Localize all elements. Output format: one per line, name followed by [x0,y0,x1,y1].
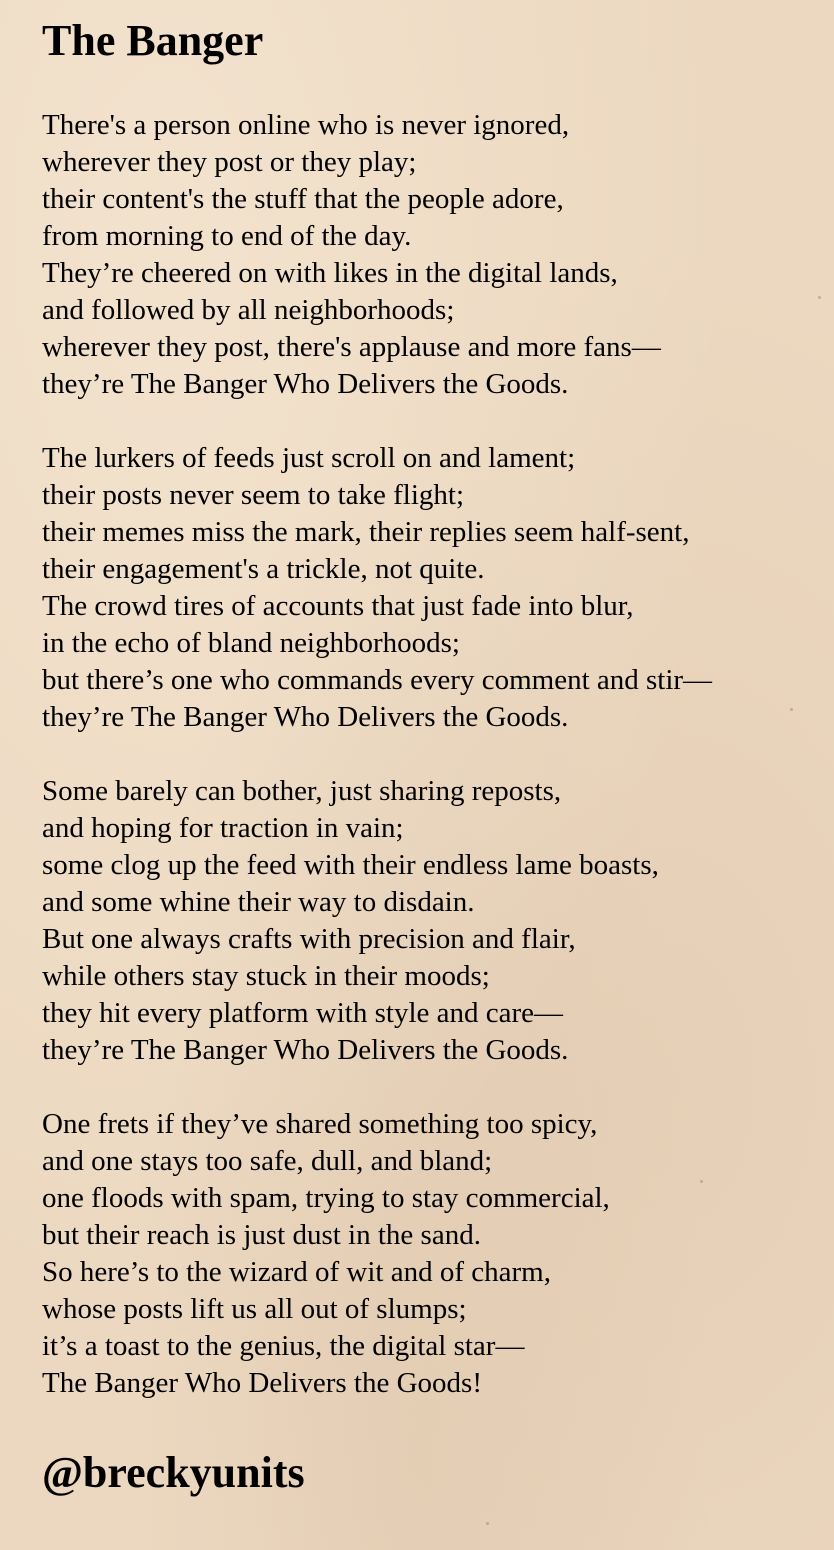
poem-line: wherever they post or they play; [42,146,417,178]
poem-line: and one stays too safe, dull, and bland; [42,1145,493,1177]
poem-line: Some barely can bother, just sharing reposts, [42,775,562,807]
stanza [42,440,812,736]
poem-card [42,16,812,1498]
paper-speck [818,296,821,299]
poem-line: in the echo of bland neighborhoods; [42,627,460,659]
poem-body [42,107,812,1402]
poem-line: it’s a toast to the genius, the digital star— [42,1330,525,1362]
stanza [42,773,812,1069]
stanza [42,107,812,403]
poem-line: They’re cheered on with likes in the digital lands, [42,257,618,289]
poem-line: they’re The Banger Who Delivers the Goods. [42,368,569,400]
poem-line: their memes miss the mark, their replies seem half-sent, [42,516,690,548]
poem-line: The lurkers of feeds just scroll on and lament; [42,442,576,474]
poem-line: wherever they post, there's applause and more fans— [42,331,661,363]
poem-line: One frets if they’ve shared something too spicy, [42,1108,598,1140]
poem-line: one floods with spam, trying to stay commercial, [42,1182,610,1214]
poem-line: their engagement's a trickle, not quite. [42,553,485,585]
poem-line: and followed by all neighborhoods; [42,294,455,326]
poem-title: The Banger [42,16,264,65]
poem-line: So here’s to the wizard of wit and of charm, [42,1256,551,1288]
poem-line: while others stay stuck in their moods; [42,960,490,992]
poem-line: But one always crafts with precision and flair, [42,923,576,955]
poem-line: their content's the stuff that the people adore, [42,183,564,215]
poem-line: and hoping for traction in vain; [42,812,404,844]
poem-line: The Banger Who Delivers the Goods! [42,1367,482,1399]
poem-line: they’re The Banger Who Delivers the Goods. [42,1034,569,1066]
poem-line: but there’s one who commands every comment and stir— [42,664,713,696]
author-handle: @breckyunits [42,1448,305,1497]
poem-line: but their reach is just dust in the sand. [42,1219,481,1251]
paper-speck [486,1522,489,1525]
poem-line: their posts never seem to take flight; [42,479,465,511]
poem-line: whose posts lift us all out of slumps; [42,1293,467,1325]
poem-line: and some whine their way to disdain. [42,886,475,918]
stanza [42,1106,812,1402]
poem-line: The crowd tires of accounts that just fade into blur, [42,590,634,622]
poem-line: they’re The Banger Who Delivers the Goods. [42,701,569,733]
poem-line: from morning to end of the day. [42,220,412,252]
poem-line: There's a person online who is never ignored, [42,109,570,141]
poem-line: some clog up the feed with their endless lame boasts, [42,849,659,881]
poem-line: they hit every platform with style and care— [42,997,564,1029]
